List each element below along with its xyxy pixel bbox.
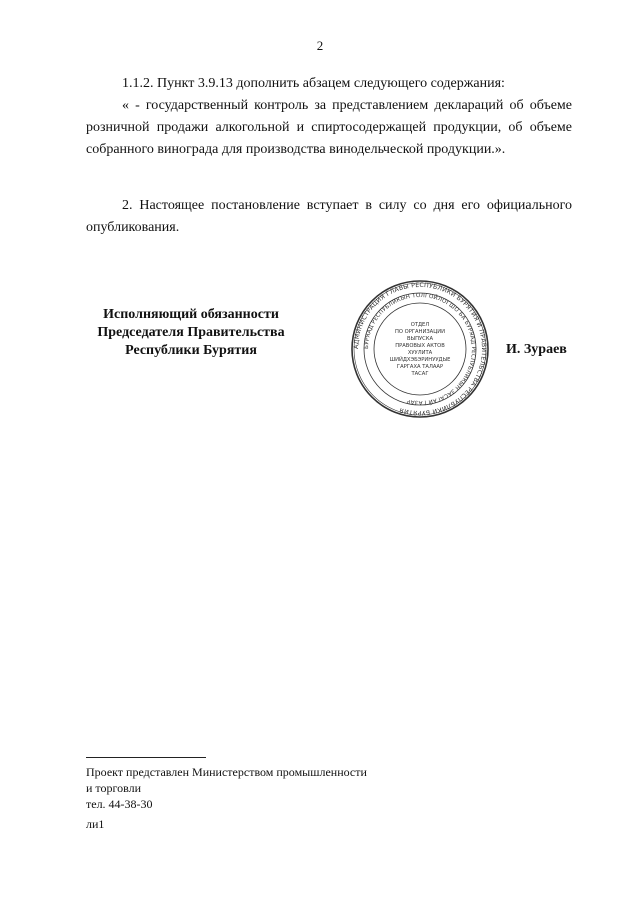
seal-center-line-4: ПРАВОВЫХ АКТОВ <box>395 343 445 349</box>
seal-graphic <box>350 279 490 419</box>
amendment-paragraph <box>86 73 572 161</box>
seal-outer-ring-text: АДМИНИСТРАЦИЯ ГЛАВЫ РЕСПУБЛИКИ БУРЯТИЯ И ПРАВИТЕЛЬСТВА РЕСПУБЛИКИ БУРЯТИЯ <box>352 281 488 417</box>
page-number: 2 <box>316 38 324 53</box>
effective-date-text: 2. Настоящее постановление вступает в силу со дня его официального опубликования. <box>86 198 572 235</box>
signatory-title-line-2: Председателя Правительства <box>97 325 285 340</box>
seal-center-line-8: ТАСАГ <box>411 371 429 377</box>
signatory-title-line-1: Исполняющий обязанности <box>103 307 279 322</box>
signatory-title-line-3: Республики Бурятия <box>125 343 257 358</box>
seal-center-line-1: ОТДЕЛ <box>410 322 430 328</box>
footnote-line-1: Проект представлен Министерством промышленности <box>86 765 367 779</box>
footnote-divider <box>86 757 206 758</box>
signatory-title <box>84 306 298 360</box>
amendment-intro: 1.1.2. Пункт 3.9.13 дополнить абзацем следующего содержания: <box>122 76 505 91</box>
document-code: ли1 <box>86 817 105 831</box>
effective-date-paragraph <box>86 195 572 239</box>
seal-center-line-2: ПО ОРГАНИЗАЦИИ <box>394 329 446 335</box>
signatory-name: И. Зураев <box>506 342 567 357</box>
seal-center-line-6: ШИЙДХЭБЭРИНУУДЫЕ <box>389 357 451 363</box>
footnote-phone: тел. 44-38-30 <box>86 797 153 811</box>
seal-center-line-3: ВЫПУСКА <box>406 336 434 342</box>
seal-center-line-7: ГАРГАХА ТАЛААР <box>396 364 444 370</box>
footnote <box>86 764 426 812</box>
official-seal <box>350 279 490 419</box>
amendment-quote: « - государственный контроль за представлением деклараций об объеме розничной продажи алкогольной и спиртосодержащей продукции, об объеме собранного винограда для производства винодельческой продукции.». <box>86 98 572 157</box>
seal-inner-ring-text: БУРЯАД РЕСПУБЛИКЫН ТОЛГОЙЛОГШО БА БУРЯАД РЕСПУБЛИКЫН ЗАСАГАЙ ГАЗАР <box>363 292 477 406</box>
seal-center-line-5: ХУУЛИТА <box>407 350 433 356</box>
footnote-line-2: и торговли <box>86 781 142 795</box>
